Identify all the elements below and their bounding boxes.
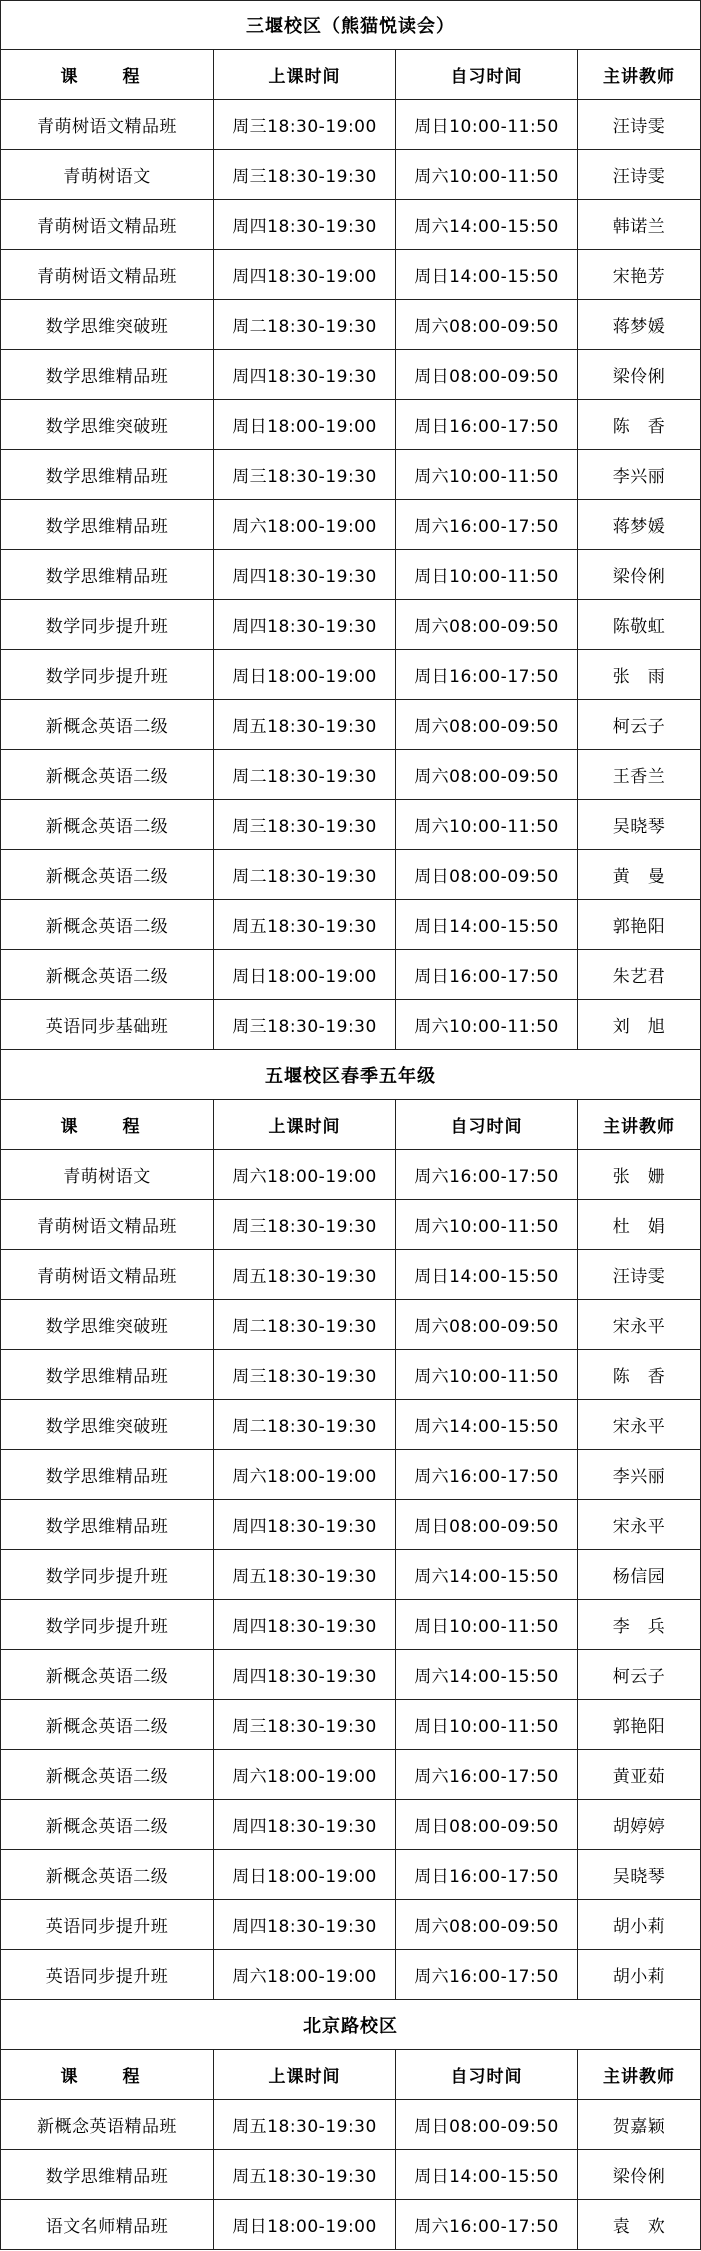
table-row: [0, 200, 701, 250]
study-time-cell: 周日10:00-11:50: [396, 100, 578, 149]
study-time-cell: 周六10:00-11:50: [396, 800, 578, 849]
teacher-cell: 汪诗雯: [612, 117, 666, 137]
course-cell: 英语同步提升班: [1, 1950, 214, 1999]
table-row: [0, 1700, 701, 1750]
study-time-cell: 周六08:00-09:50: [396, 1300, 578, 1349]
teacher-cell: 宋永平: [612, 1417, 666, 1437]
class-time-cell: 周四18:30-19:30: [214, 550, 396, 599]
table-row: [0, 1550, 701, 1600]
teacher-cell: 胡婷婷: [612, 1817, 666, 1837]
teacher-cell: 胡小莉: [612, 1917, 666, 1937]
table-row: [0, 2100, 701, 2150]
course-cell: 数学同步提升班: [1, 600, 214, 649]
table-header-row: [0, 1100, 701, 1150]
table-row: [0, 1300, 701, 1350]
class-time-cell: 周三18:30-19:30: [214, 1000, 396, 1049]
class-time-cell: 周四18:30-19:00: [214, 250, 396, 299]
teacher-cell: 陈敬虹: [612, 617, 666, 637]
table-row: [0, 500, 701, 550]
column-header: 自习时间: [396, 2050, 578, 2099]
study-time-cell: 周六10:00-11:50: [396, 1200, 578, 1249]
study-time-cell: 周六10:00-11:50: [396, 150, 578, 199]
study-time-cell: 周六14:00-15:50: [396, 1550, 578, 1599]
table-row: [0, 1650, 701, 1700]
teacher-cell: 吴晓琴: [612, 1867, 666, 1887]
table-row: [0, 850, 701, 900]
class-time-cell: 周四18:30-19:30: [214, 1900, 396, 1949]
teacher-cell: 梁伶俐: [612, 567, 666, 587]
study-time-cell: 周日16:00-17:50: [396, 950, 578, 999]
class-time-cell: 周二18:30-19:30: [214, 1400, 396, 1449]
table-row: [0, 900, 701, 950]
table-row: [0, 1900, 701, 1950]
course-cell: 数学思维精品班: [1, 1450, 214, 1499]
course-cell: 数学思维精品班: [1, 1350, 214, 1399]
teacher-cell: 宋永平: [612, 1517, 666, 1537]
study-time-cell: 周日08:00-09:50: [396, 2100, 578, 2149]
study-time-cell: 周六14:00-15:50: [396, 1400, 578, 1449]
table-header-row: [0, 50, 701, 100]
course-cell: 新概念英语二级: [1, 850, 214, 899]
teacher-cell: 郭艳阳: [612, 1717, 666, 1737]
teacher-cell: 贺嘉颖: [612, 2117, 666, 2137]
teacher-cell: 胡小莉: [612, 1967, 666, 1987]
course-cell: 青萌树语文精品班: [1, 250, 214, 299]
section-title-row: [0, 2000, 701, 2050]
table-row: [0, 2200, 701, 2250]
teacher-cell: 刘 旭: [612, 1017, 666, 1037]
column-header: 主讲教师: [603, 67, 675, 87]
course-cell: 数学同步提升班: [1, 1600, 214, 1649]
table-row: [0, 1400, 701, 1450]
column-header: 自习时间: [396, 50, 578, 99]
course-cell: 青萌树语文精品班: [1, 1200, 214, 1249]
table-row: [0, 1200, 701, 1250]
teacher-cell: 张 姗: [612, 1167, 666, 1187]
teacher-cell: 梁伶俐: [612, 367, 666, 387]
class-time-cell: 周四18:30-19:30: [214, 1500, 396, 1549]
study-time-cell: 周日16:00-17:50: [396, 400, 578, 449]
table-row: [0, 750, 701, 800]
course-cell: 数学思维突破班: [1, 400, 214, 449]
column-header: 课 程: [1, 1100, 214, 1149]
table-row: [0, 800, 701, 850]
class-time-cell: 周四18:30-19:30: [214, 200, 396, 249]
course-cell: 新概念英语二级: [1, 800, 214, 849]
teacher-cell: 汪诗雯: [612, 1267, 666, 1287]
teacher-cell: 李兴丽: [612, 467, 666, 487]
class-time-cell: 周三18:30-19:30: [214, 450, 396, 499]
teacher-cell: 韩诺兰: [612, 217, 666, 237]
table-row: [0, 450, 701, 500]
table-row: [0, 1500, 701, 1550]
table-row: [0, 650, 701, 700]
column-header: 主讲教师: [603, 1117, 675, 1137]
teacher-cell: 柯云子: [612, 1667, 666, 1687]
study-time-cell: 周六16:00-17:50: [396, 2200, 578, 2249]
course-cell: 新概念英语二级: [1, 1650, 214, 1699]
study-time-cell: 周六16:00-17:50: [396, 1750, 578, 1799]
course-cell: 数学思维精品班: [1, 500, 214, 549]
course-cell: 新概念英语精品班: [1, 2100, 214, 2149]
column-header: 主讲教师: [603, 2067, 675, 2087]
section-title: 五堰校区春季五年级: [265, 1065, 436, 1087]
class-time-cell: 周日18:00-19:00: [214, 650, 396, 699]
column-header: 自习时间: [396, 1100, 578, 1149]
class-time-cell: 周三18:30-19:00: [214, 100, 396, 149]
study-time-cell: 周日10:00-11:50: [396, 1600, 578, 1649]
class-time-cell: 周五18:30-19:30: [214, 1250, 396, 1299]
class-time-cell: 周四18:30-19:30: [214, 1800, 396, 1849]
class-time-cell: 周六18:00-19:00: [214, 500, 396, 549]
teacher-cell: 郭艳阳: [612, 917, 666, 937]
section-title-row: [0, 0, 701, 50]
table-row: [0, 2150, 701, 2200]
column-header: 上课时间: [214, 1100, 396, 1149]
course-cell: 英语同步提升班: [1, 1900, 214, 1949]
study-time-cell: 周日14:00-15:50: [396, 1250, 578, 1299]
class-time-cell: 周五18:30-19:30: [214, 900, 396, 949]
class-time-cell: 周日18:00-19:00: [214, 400, 396, 449]
table-row: [0, 1250, 701, 1300]
table-row: [0, 1450, 701, 1500]
teacher-cell: 杨信园: [612, 1567, 666, 1587]
course-cell: 英语同步基础班: [1, 1000, 214, 1049]
table-row: [0, 700, 701, 750]
class-time-cell: 周六18:00-19:00: [214, 1150, 396, 1199]
table-row: [0, 350, 701, 400]
class-time-cell: 周五18:30-19:30: [214, 2150, 396, 2199]
teacher-cell: 朱艺君: [612, 967, 666, 987]
teacher-cell: 陈 香: [612, 417, 666, 437]
teacher-cell: 柯云子: [612, 717, 666, 737]
course-cell: 数学同步提升班: [1, 650, 214, 699]
study-time-cell: 周日08:00-09:50: [396, 850, 578, 899]
class-time-cell: 周五18:30-19:30: [214, 2100, 396, 2149]
class-time-cell: 周三18:30-19:30: [214, 800, 396, 849]
course-cell: 新概念英语二级: [1, 1750, 214, 1799]
study-time-cell: 周六08:00-09:50: [396, 1900, 578, 1949]
table-row: [0, 600, 701, 650]
course-cell: 青萌树语文: [1, 150, 214, 199]
course-cell: 新概念英语二级: [1, 1800, 214, 1849]
class-time-cell: 周日18:00-19:00: [214, 2200, 396, 2249]
course-cell: 新概念英语二级: [1, 750, 214, 799]
table-row: [0, 1950, 701, 2000]
teacher-cell: 汪诗雯: [612, 167, 666, 187]
class-time-cell: 周日18:00-19:00: [214, 950, 396, 999]
table-row: [0, 400, 701, 450]
study-time-cell: 周日10:00-11:50: [396, 550, 578, 599]
column-header: 课 程: [1, 50, 214, 99]
study-time-cell: 周日08:00-09:50: [396, 350, 578, 399]
study-time-cell: 周六08:00-09:50: [396, 600, 578, 649]
course-cell: 数学思维精品班: [1, 550, 214, 599]
class-time-cell: 周五18:30-19:30: [214, 1550, 396, 1599]
class-time-cell: 周二18:30-19:30: [214, 1300, 396, 1349]
section-title-row: [0, 1050, 701, 1100]
class-time-cell: 周三18:30-19:30: [214, 1700, 396, 1749]
table-header-row: [0, 2050, 701, 2100]
teacher-cell: 宋艳芳: [612, 267, 666, 287]
study-time-cell: 周六08:00-09:50: [396, 300, 578, 349]
table-row: [0, 100, 701, 150]
column-header: 上课时间: [214, 50, 396, 99]
teacher-cell: 王香兰: [612, 767, 666, 787]
class-time-cell: 周二18:30-19:30: [214, 850, 396, 899]
table-row: [0, 1000, 701, 1050]
class-time-cell: 周日18:00-19:00: [214, 1850, 396, 1899]
study-time-cell: 周日08:00-09:50: [396, 1800, 578, 1849]
class-time-cell: 周三18:30-19:30: [214, 1200, 396, 1249]
course-cell: 青萌树语文精品班: [1, 1250, 214, 1299]
table-row: [0, 150, 701, 200]
table-row: [0, 1350, 701, 1400]
table-row: [0, 300, 701, 350]
course-cell: 数学思维精品班: [1, 2150, 214, 2199]
study-time-cell: 周六16:00-17:50: [396, 1150, 578, 1199]
class-time-cell: 周二18:30-19:30: [214, 300, 396, 349]
class-time-cell: 周四18:30-19:30: [214, 1600, 396, 1649]
table-row: [0, 550, 701, 600]
study-time-cell: 周六16:00-17:50: [396, 1950, 578, 1999]
course-cell: 数学思维突破班: [1, 1300, 214, 1349]
table-row: [0, 1800, 701, 1850]
teacher-cell: 蒋梦媛: [612, 317, 666, 337]
table-row: [0, 1600, 701, 1650]
class-time-cell: 周六18:00-19:00: [214, 1750, 396, 1799]
class-time-cell: 周四18:30-19:30: [214, 350, 396, 399]
table-row: [0, 1750, 701, 1800]
study-time-cell: 周日16:00-17:50: [396, 650, 578, 699]
study-time-cell: 周六14:00-15:50: [396, 1650, 578, 1699]
course-cell: 数学思维突破班: [1, 1400, 214, 1449]
teacher-cell: 张 雨: [612, 667, 666, 687]
class-time-cell: 周六18:00-19:00: [214, 1950, 396, 1999]
course-cell: 青萌树语文: [1, 1150, 214, 1199]
class-time-cell: 周三18:30-19:30: [214, 150, 396, 199]
teacher-cell: 黄亚茹: [612, 1767, 666, 1787]
course-cell: 青萌树语文精品班: [1, 200, 214, 249]
study-time-cell: 周日14:00-15:50: [396, 900, 578, 949]
table-row: [0, 250, 701, 300]
study-time-cell: 周六08:00-09:50: [396, 700, 578, 749]
course-cell: 数学思维精品班: [1, 350, 214, 399]
course-cell: 数学思维精品班: [1, 450, 214, 499]
course-cell: 新概念英语二级: [1, 1700, 214, 1749]
course-cell: 数学思维突破班: [1, 300, 214, 349]
study-time-cell: 周六14:00-15:50: [396, 200, 578, 249]
study-time-cell: 周日08:00-09:50: [396, 1500, 578, 1549]
teacher-cell: 李兴丽: [612, 1467, 666, 1487]
teacher-cell: 蒋梦媛: [612, 517, 666, 537]
study-time-cell: 周日16:00-17:50: [396, 1850, 578, 1899]
column-header: 课 程: [1, 2050, 214, 2099]
teacher-cell: 李 兵: [612, 1617, 666, 1637]
teacher-cell: 陈 香: [612, 1367, 666, 1387]
course-cell: 新概念英语二级: [1, 900, 214, 949]
course-cell: 语文名师精品班: [1, 2200, 214, 2249]
table-row: [0, 1150, 701, 1200]
course-cell: 青萌树语文精品班: [1, 100, 214, 149]
class-time-cell: 周三18:30-19:30: [214, 1350, 396, 1399]
class-time-cell: 周二18:30-19:30: [214, 750, 396, 799]
teacher-cell: 袁 欢: [612, 2217, 666, 2237]
class-time-cell: 周四18:30-19:30: [214, 1650, 396, 1699]
table-row: [0, 1850, 701, 1900]
course-cell: 数学同步提升班: [1, 1550, 214, 1599]
teacher-cell: 黄 曼: [612, 867, 666, 887]
table-row: [0, 950, 701, 1000]
study-time-cell: 周六10:00-11:50: [396, 450, 578, 499]
class-time-cell: 周六18:00-19:00: [214, 1450, 396, 1499]
study-time-cell: 周日14:00-15:50: [396, 2150, 578, 2199]
study-time-cell: 周日14:00-15:50: [396, 250, 578, 299]
study-time-cell: 周六10:00-11:50: [396, 1000, 578, 1049]
study-time-cell: 周六08:00-09:50: [396, 750, 578, 799]
teacher-cell: 杜 娟: [612, 1217, 666, 1237]
course-cell: 新概念英语二级: [1, 700, 214, 749]
column-header: 上课时间: [214, 2050, 396, 2099]
study-time-cell: 周六16:00-17:50: [396, 500, 578, 549]
study-time-cell: 周六10:00-11:50: [396, 1350, 578, 1399]
class-time-cell: 周五18:30-19:30: [214, 700, 396, 749]
teacher-cell: 宋永平: [612, 1317, 666, 1337]
course-cell: 新概念英语二级: [1, 950, 214, 999]
study-time-cell: 周日10:00-11:50: [396, 1700, 578, 1749]
course-cell: 数学思维精品班: [1, 1500, 214, 1549]
teacher-cell: 梁伶俐: [612, 2167, 666, 2187]
teacher-cell: 吴晓琴: [612, 817, 666, 837]
section-title: 三堰校区（熊猫悦读会）: [246, 16, 455, 37]
course-cell: 新概念英语二级: [1, 1850, 214, 1899]
study-time-cell: 周六16:00-17:50: [396, 1450, 578, 1499]
class-time-cell: 周四18:30-19:30: [214, 600, 396, 649]
section-title: 北京路校区: [303, 2015, 398, 2037]
